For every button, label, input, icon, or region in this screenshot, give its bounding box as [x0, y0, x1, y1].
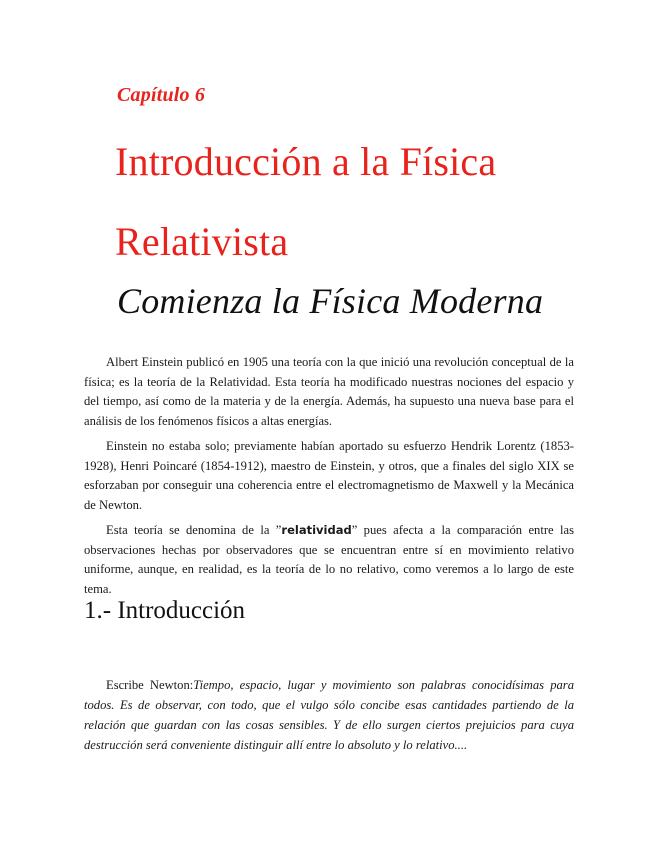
- section-heading: Comienza la Física Moderna: [117, 281, 544, 321]
- relatividad-term: relatividad: [281, 523, 352, 537]
- body-text: [84, 353, 574, 605]
- paragraph-3-start: Esta teoría se denomina de la ”: [106, 523, 282, 537]
- chapter-label: Capítulo 6: [117, 84, 206, 106]
- quote-lead: Escribe Newton:: [106, 678, 194, 692]
- paragraph-3-end: ” pues afecta a la comparación entre las observaciones hechas por observadores que se encuentran entre sí en movimiento relativo uniforme, aunque, en realidad, es la teoría de lo no relativo, como veremos a lo largo de este tema.: [84, 523, 574, 596]
- quote-paragraph: [84, 675, 574, 755]
- newton-quote: [84, 675, 574, 755]
- paragraph-2: Einstein no estaba solo; previamente habían aportado su esfuerzo Hendrik Lorentz (1853-1928), Henri Poincaré (1854-1912), maestro de Einstein, y otros, que a finales del siglo XIX se esforzaban por conseguir una coherencia entre el electromagnetismo de Maxwell y la Mecánica de Newton.: [84, 439, 574, 512]
- chapter-title: Introducción a la Física Relativista: [115, 139, 497, 264]
- subsection-heading: 1.- Introducción: [84, 597, 246, 624]
- paragraph-1: Albert Einstein publicó en 1905 una teoría con la que inició una revolución conceptual de la física; es la teoría de la Relatividad. Esta teoría ha modificado nuestras nociones del espacio y del tiempo, así como de la materia y de la energía. Además, ha supuesto una nueva base para el análisis de los fenómenos físicos a altas energías.: [84, 355, 574, 428]
- paragraph-3: [84, 521, 574, 599]
- quote-text: Tiempo, espacio, lugar y movimiento son palabras conocidísimas para todos. Es de observar, con todo, que el vulgo sólo concibe esas cantidades partiendo de la relación que guardan con las cosas sensibles. Y de ello surgen ciertos prejuicios para cuya destrucción será conveniente distinguir allí entre lo absoluto y lo relativo....: [84, 678, 574, 752]
